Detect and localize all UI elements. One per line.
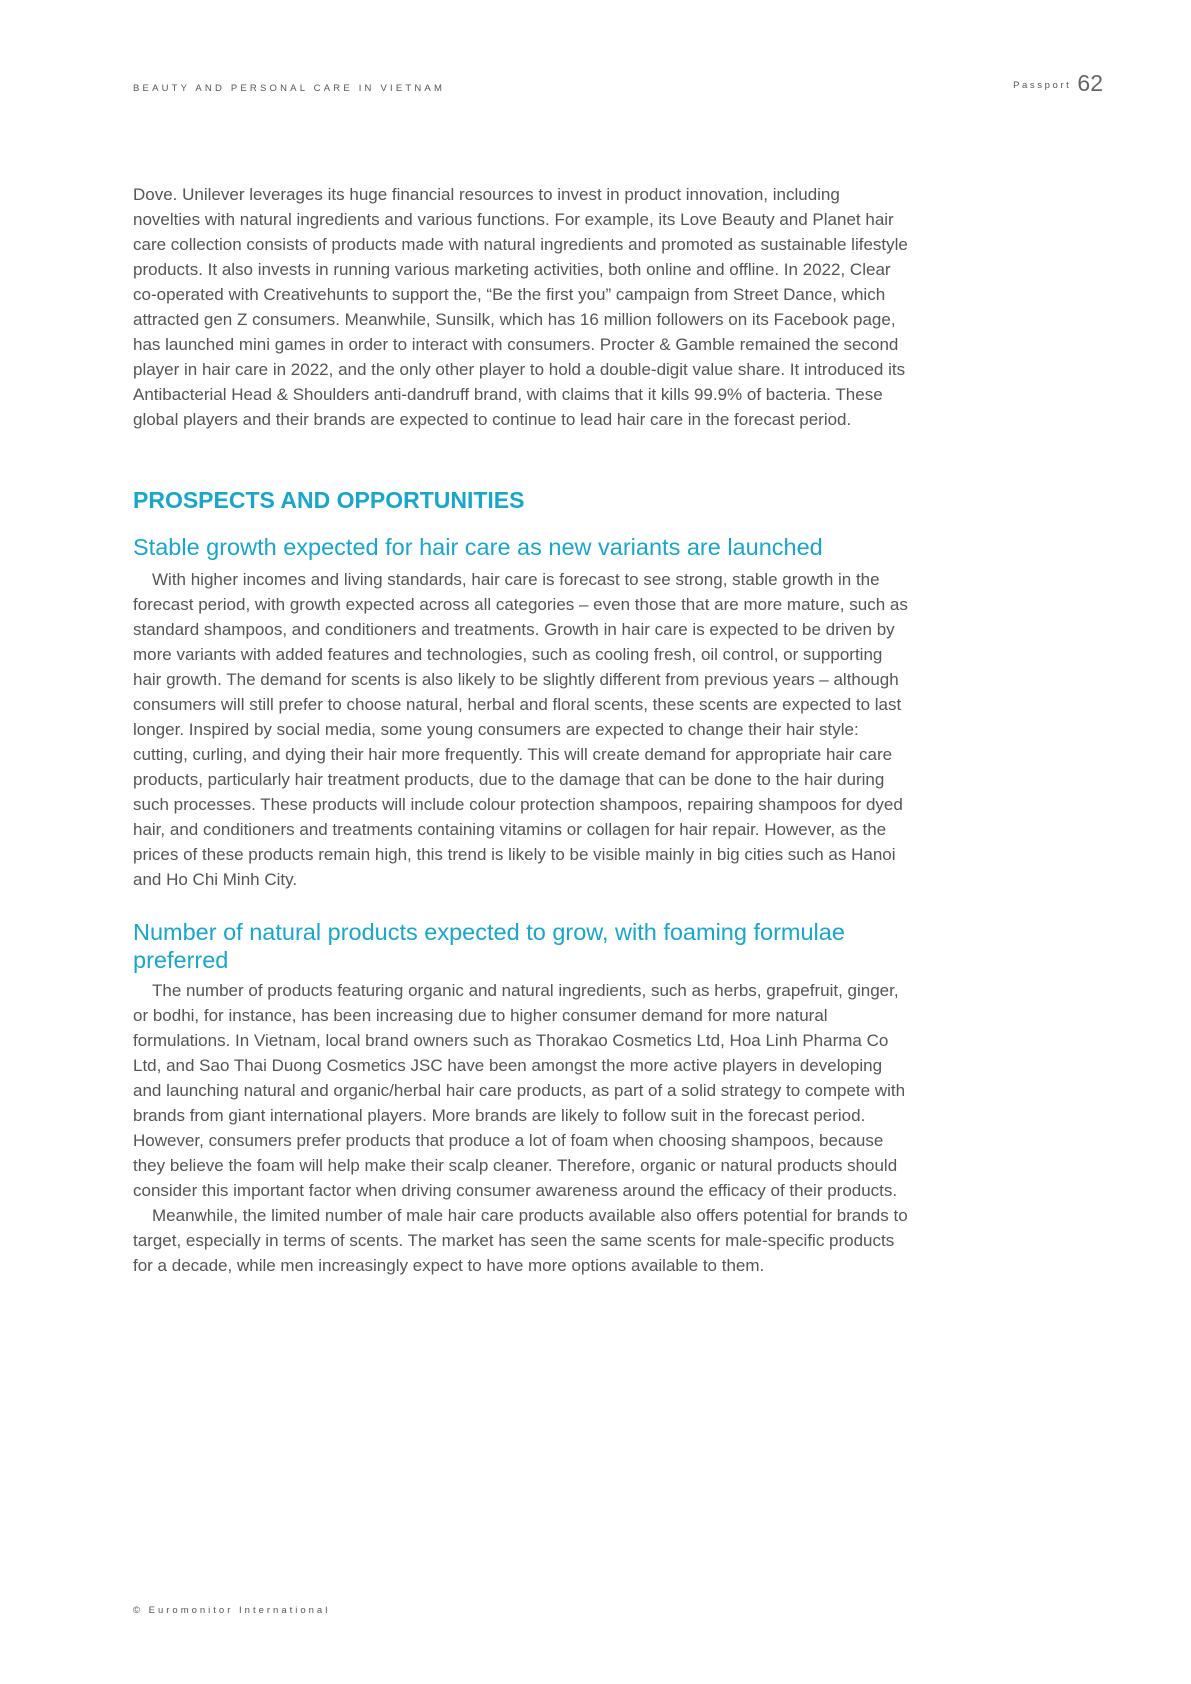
paragraph-natural-products: The number of products featuring organic and natural ingredients, such as herbs, grapefruit, ginger, or bodhi, for instance, has been increasing due to higher consumer demand for more natural formulations. In Vietnam, local brand owners such as Thorakao Cosmetics Ltd, Hoa Linh Pharma Co Ltd, and Sao Thai Duong Cosmetics JSC have been amongst the more active players in developing and launching natural and organic/herbal hair care products, as part of a solid strategy to compete with brands from giant international players. More brands are likely to follow suit in the forecast period. However, consumers prefer products that produce a lot of foam when choosing shampoos, because they believe the foam will help make their scalp cleaner. Therefore, organic or natural products should consider this important factor when driving consumer awareness around the efficacy of their products. (133, 981, 906, 1200)
passport-label: Passport (1013, 80, 1072, 91)
passport-page-marker (1013, 70, 1103, 97)
page-number: 62 (1077, 70, 1103, 96)
subsection-heading-natural-products: Number of natural products expected to grow, with foaming formulae preferred (133, 919, 845, 973)
document-title: BEAUTY AND PERSONAL CARE IN VIETNAM (133, 83, 446, 94)
section-heading: PROSPECTS AND OPPORTUNITIES (133, 487, 525, 513)
page-header (133, 70, 1103, 100)
paragraph-male-hair-care: Meanwhile, the limited number of male hair care products available also offers potential for brands to target, especially in terms of scents. The market has seen the same scents for male-specific products for a decade, while men increasingly expect to have more options available to them. (133, 1206, 908, 1275)
intro-paragraph: Dove. Unilever leverages its huge financial resources to invest in product innovation, including novelties with natural ingredients and various functions. For example, its Love Beauty and Planet hair care collection consists of products made with natural ingredients and promoted as sustainable lifestyle products. It also invests in running various marketing activities, both online and offline. In 2022, Clear co-operated with Creativehunts to support the, “Be the first you” campaign from Street Dance, which attracted gen Z consumers. Meanwhile, Sunsilk, which has 16 million followers on its Facebook page, has launched mini games in order to interact with consumers. Procter & Gamble remained the second player in hair care in 2022, and the only other player to hold a double-digit value share. It introduced its Antibacterial Head & Shoulders anti-dandruff brand, with claims that it kills 99.9% of bacteria. These global players and their brands are expected to continue to lead hair care in the forecast period. (133, 185, 908, 429)
page-body (133, 182, 908, 1278)
paragraph-hair-care-growth: With higher incomes and living standards, hair care is forecast to see strong, stable growth in the forecast period, with growth expected across all categories – even those that are more mature, such as standard shampoos, and conditioners and treatments. Growth in hair care is expected to be driven by more variants with added features and technologies, such as cooling fresh, oil control, or supporting hair growth. The demand for scents is also likely to be slightly different from previous years – although consumers will still prefer to choose natural, herbal and floral scents, these scents are expected to last longer. Inspired by social media, some young consumers are expected to change their hair style: cutting, curling, and dying their hair more frequently. This will create demand for appropriate hair care products, particularly hair treatment products, due to the damage that can be done to the hair during such processes. These products will include colour protection shampoos, repairing shampoos for dyed hair, and conditioners and treatments containing vitamins or collagen for hair repair. However, as the prices of these products remain high, this trend is likely to be visible mainly in big cities such as Hanoi and Ho Chi Minh City. (133, 570, 908, 889)
footer-copyright: © Euromonitor International (133, 1605, 331, 1616)
subsection-heading-hair-care-growth: Stable growth expected for hair care as new variants are launched (133, 534, 823, 560)
